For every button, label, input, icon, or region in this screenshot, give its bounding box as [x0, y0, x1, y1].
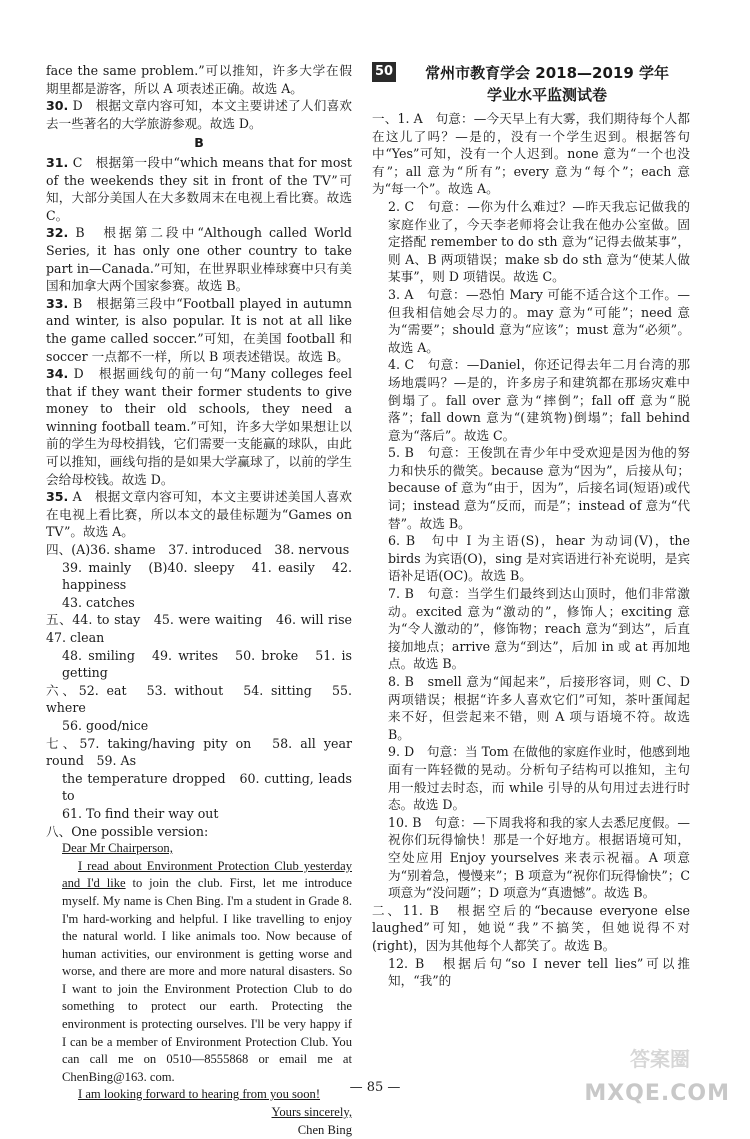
section-5-line1: 五、44. to stay 45. were waiting 46. will rise 47. clean — [46, 612, 365, 645]
exam-title-line2: 学业水平监测试卷 — [487, 86, 608, 104]
section-b-heading: B — [194, 135, 204, 151]
answer-12: 12. B 根据后句“so I never tell lies”可以推知，“我”的 — [388, 955, 690, 989]
answer-3: 3. A 句意：—恐怕 Mary 可能不适合这个工作。—但我相信她会尽力的。may 意为“可能”；need 意为“需要”；should 意为“应该”；must 意为“必须”。故选 A。 — [388, 286, 690, 355]
answer-text: D 根据文章内容可知，本文主要讲述了人们喜欢去一些著名的大学旅游参观。故选 D。 — [46, 98, 352, 131]
q-number: 32. — [46, 225, 69, 241]
answer-32 — [46, 224, 352, 294]
section-4-line1: 四、(A)36. shame 37. introduced 38. nervous — [46, 542, 350, 558]
answer-4: 4. C 句意：—Daniel，你还记得去年二月台湾的那场地震吗？—是的，许多房子和建筑都在那场灾难中倒塌了。fall over 意为“摔倒”；fall off 意为“脱落”；fall down 意为“(建筑物)倒塌”；fall behind 意为“落后”。故选 C。 — [388, 357, 690, 443]
answer-35 — [46, 488, 352, 541]
answer-text: A 根据文章内容可知，本文主要讲述美国人喜欢在电视上看比赛，所以本文的最佳标题为“Games on TV”。故选 A。 — [46, 489, 352, 540]
q-number: 33. — [46, 295, 69, 311]
section-5-line2: 48. smiling 49. writes 50. broke 51. is getting — [62, 647, 352, 681]
section-7-line2: the temperature dropped 60. cutting, leads to — [62, 770, 352, 804]
q-number: 30. — [46, 98, 69, 114]
exam-title-line1: 常州市教育学会 2018—2019 学年 — [425, 64, 670, 82]
q-number: 34. — [46, 366, 69, 382]
q-number: 35. — [46, 489, 69, 505]
answer-text: B 根据第三段中“Football played in autumn and winter, is also popular. It is not at all like the game called soccer.”可知，在美国 football 和 soccer 一点都不一样，所以 B 项表述错误。故选 B。 — [46, 295, 352, 364]
answer-8: 8. B smell 意为“闻起来”，后接形容词，则 C、D 两项错误；根据“许多人喜欢它们”可知，茶叶蛋闻起来不好，但尝起来不错，则 A 项与语境不符。故选 B。 — [388, 674, 690, 742]
answer-1: 一、1. A 句意：—今天早上有大雾，我们期待每个人都在这儿了吗？—是的，没有一个学生迟到。根据答句中“Yes”可知，没有一个人迟到。none 意为“一个也没有”；all 意为“所有”；every 意为“每个”；each 意为“每一个”。故选 A。 — [372, 111, 690, 197]
q-number: 31. — [46, 154, 69, 170]
section-6-line2: 56. good/nice — [62, 717, 149, 733]
answer-11: 二、11. B 根据空后的“because everyone else laughed”可知，她说“我”不搞笑，但她说得不对(right)，因为其他每个人都笑了。故选 B。 — [372, 902, 690, 953]
right-column — [372, 62, 690, 990]
answer-text: C 根据第一段中“which means that for most of the weekends they sit in front of the TV”可知，大部分美国人在大多数周末在电视上看比赛。故选 C。 — [46, 154, 352, 223]
letter-body-text: to join the club. First, let me introduce myself. My name is Chen Bing. I'm a student in Grade 8. I'm hard-working and helpful. I like travelling to enjoy the natural world. I like animals too. Now because of human activities, our environment is getting worse and worse, and there are more and more natural disasters. So I want to join the Environment Protection Club to do something to protect our earth. Protecting the environment is protecting ourselves. I'll be very happy if I can be a member of Environment Protection Club. You can call me on 0510—8555868 or email me at ChenBing@163. com. — [62, 876, 352, 1084]
section-7-line3: 61. To find their way out — [62, 805, 219, 821]
answer-text: D 根据画线句的前一句“Many colleges feel that if they want their former students to give money to their old schools, they need a winning football team.”可知，许多大学如果想让以前的学生为母校捐钱，它们需要一支能赢的球队，由此可以推知，画线句指的是如果大学赢球了，以前的学生会给母校钱。故选 D。 — [46, 366, 352, 487]
letter-signoff: Yours sincerely, — [271, 1105, 352, 1120]
answer-10: 10. B 句意：—下周我将和我的家人去悉尼度假。—祝你们玩得愉快！那是一个好地方。根据语境可知，空处应用 Enjoy yourselves 来表示祝福。A 项意为“别着急，慢慢来”；B 项意为“祝你们玩得愉快”；C 项意为“没问题”；D 项意为“真遗憾”。故选 B。 — [388, 814, 690, 901]
letter-underlined-opening: I read about Environment Protection Club yesterday and I'd like — [62, 858, 352, 891]
watermark-logo: 答案圈 — [630, 1047, 690, 1071]
answer-7: 7. B 句意：当学生们最终到达山顶时，他们非常激动。excited 意为“激动的”，修饰人；exciting 意为“令人激动的”，修饰物；reach 意为“到达”，后直接加地点；arrive 意为“到达”，后加 in 或 at 再加地点。故选 B。 — [388, 586, 690, 672]
answer-34 — [46, 365, 352, 488]
answer-33 — [46, 295, 352, 365]
answer-30 — [46, 97, 352, 132]
answer-9: 9. D 句意：当 Tom 在做他的家庭作业时，他感到地面有一阵轻微的晃动。分析句子结构可以推知，主句用一般过去时态，而 while 引导的从句用过去进行时态。故选 D。 — [388, 744, 690, 813]
answer-text: B 根据第二段中“Although called World Series, it has only one other country to take part in—Canada.”可知，在世界职业棒球赛中只有美国和加拿大两个国家参赛。故选 B。 — [46, 225, 352, 294]
section-4-line3: 43. catches — [62, 594, 135, 610]
para-continuation: face the same problem.”可以推知，许多大学在假期里都是游客，所以 A 项表述正确。故选 A。 — [46, 63, 352, 96]
letter-body — [46, 858, 352, 1087]
exam-title — [372, 62, 690, 106]
exam-number-badge: 50 — [372, 62, 396, 82]
letter-signature: Chen Bing — [297, 1122, 352, 1137]
section-6-line1: 六、52. eat 53. without 54. sitting 55. where — [46, 682, 352, 716]
answer-31 — [46, 154, 352, 224]
letter-closing-line: I am looking forward to hearing from you soon! — [77, 1087, 321, 1102]
section-7-line1: 七、57. taking/having pity on 58. all year round 59. As — [46, 735, 352, 769]
section-4-line2: 39. mainly (B)40. sleepy 41. easily 42. happiness — [62, 559, 352, 593]
section-8-heading: 八、One possible version: — [46, 823, 209, 839]
letter-salutation: Dear Mr Chairperson, — [62, 841, 173, 856]
answer-5: 5. B 句意：王俊凯在青少年中受欢迎是因为他的努力和快乐的微笑。because 意为“因为”，后接从句；because of 意为“由于，因为”，后接名词(短语)或代词；instead 意为“反而，而是”；instead of 意为“代替”。故选 B。 — [388, 445, 690, 531]
answer-2: 2. C 句意：—你为什么难过？—昨天我忘记做我的家庭作业了，今天李老师将会让我在他办公室做。固定搭配 remember to do sth 意为“记得去做某事”，则 A、B 两项错误；make sb do sth 意为“使某人做某事”，则 D 项错误。故选 C。 — [388, 198, 690, 285]
left-column — [46, 62, 365, 1139]
watermark: MXQE.COM — [584, 1081, 730, 1106]
page-number: — 85 — — [349, 1080, 401, 1095]
exam-title-text — [404, 62, 690, 106]
answer-6: 6. B 句中 I 为主语(S)，hear 为动词(V)，the birds 为宾语(O)，sing 是对宾语进行补充说明，是宾语补足语(OC)。故选 B。 — [388, 533, 690, 584]
